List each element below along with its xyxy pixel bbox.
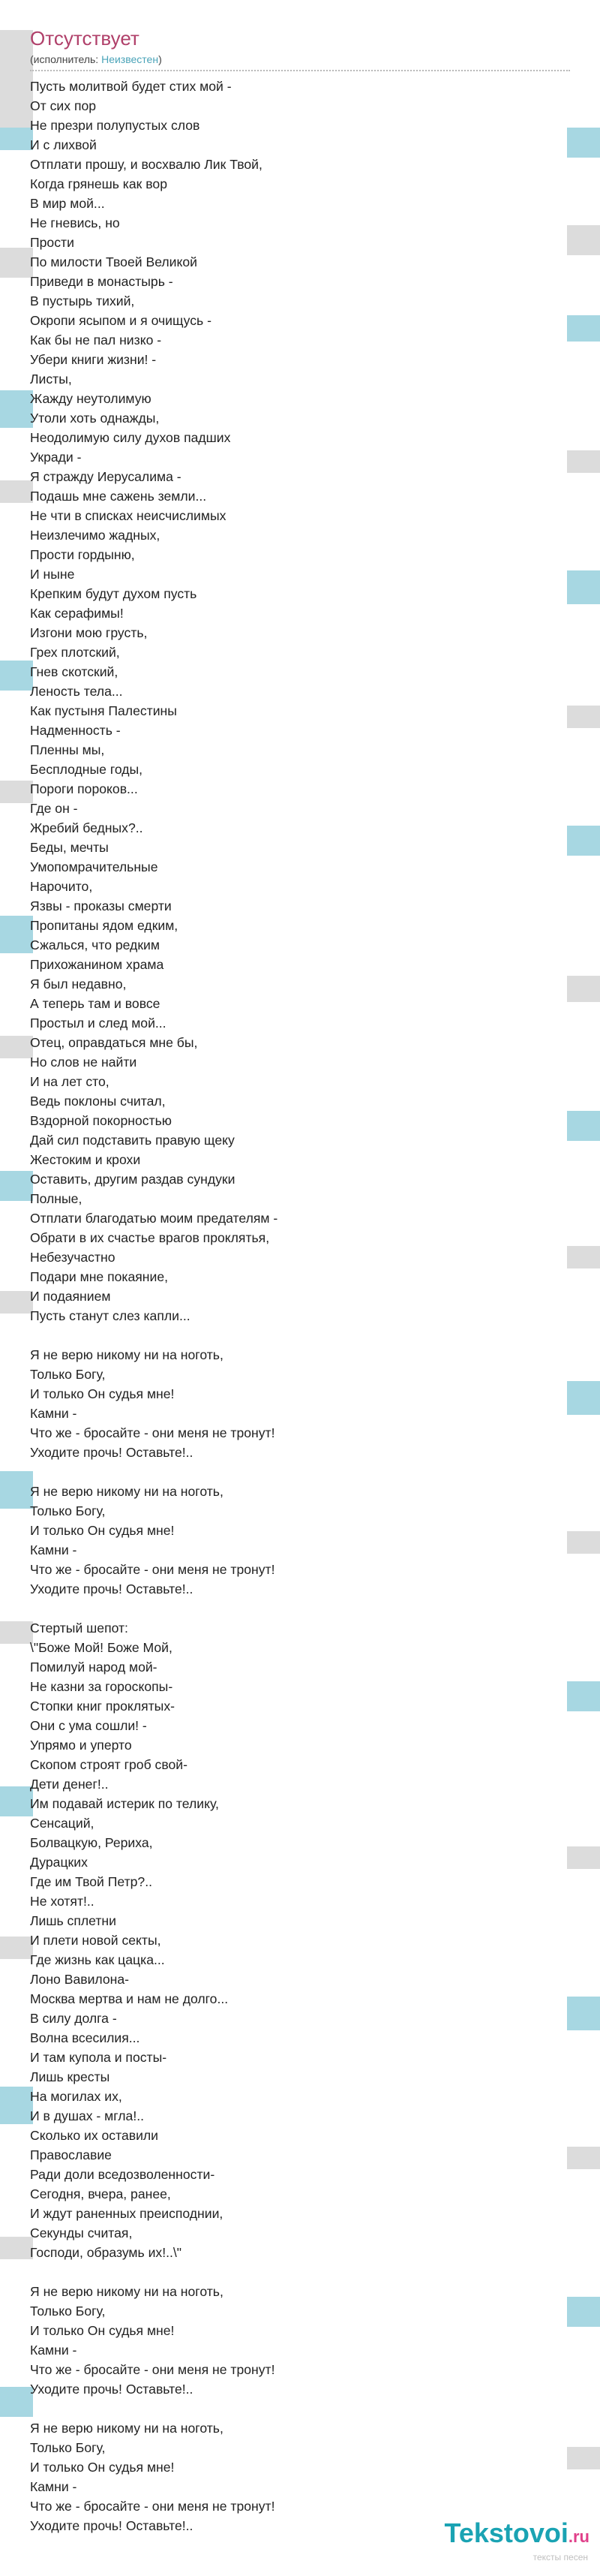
lyric-line: Стопки книг проклятых- (30, 1699, 175, 1714)
lyric-line: Крепким будут духом пусть (30, 586, 197, 601)
lyric-line: Бесплодные годы, (30, 762, 143, 777)
artist-link[interactable]: Неизвестен (101, 53, 159, 65)
lyric-line: Дурацких (30, 1855, 88, 1870)
lyric-line: Уходите прочь! Оставьте!.. (30, 2382, 194, 2397)
lyric-line: Где им Твой Петр?.. (30, 1874, 152, 1889)
lyric-line: Сколько их оставили (30, 2128, 159, 2143)
lyric-line: И только Он судья мне! (30, 1523, 175, 1538)
lyric-line: И ныне (30, 567, 75, 582)
lyric-line: Прихожанином храма (30, 957, 164, 972)
lyric-line: Камни - (30, 2479, 77, 2494)
lyric-line: И на лет сто, (30, 1074, 110, 1089)
lyric-line: \"Боже Мой! Боже Мой, (30, 1640, 172, 1655)
logo-tagline: тексты песен (532, 2552, 588, 2562)
stanza-break (30, 1462, 570, 1482)
lyric-line: Что же - бросайте - они меня не тронут! (30, 1562, 275, 1577)
lyric-line: Жажду неутолимую (30, 391, 152, 406)
lyric-line: Сжалься, что редким (30, 937, 160, 952)
lyric-line: Камни - (30, 1542, 77, 1557)
lyric-line: В мир мой... (30, 196, 105, 211)
lyric-line: Я не верю никому ни на ноготь, (30, 2284, 224, 2299)
lyric-line: Не презри полупустых слов (30, 118, 200, 133)
lyric-line: Язвы - проказы смерти (30, 898, 172, 913)
lyric-line: Окропи ясыпом и я очищусь - (30, 313, 212, 328)
lyric-line: Господи, образумь их!..\" (30, 2245, 182, 2260)
lyric-line: Отплати прошу, и восхвалю Лик Твой, (30, 157, 262, 172)
lyric-line: Пусть станут слез капли... (30, 1308, 190, 1323)
lyric-line: Жребий бедных?.. (30, 820, 143, 835)
lyric-line: Обрати в их счастье врагов проклятья, (30, 1230, 270, 1245)
lyric-line: Прости (30, 235, 74, 250)
lyric-line: В пустырь тихий, (30, 293, 135, 308)
stanza-break (30, 2399, 570, 2418)
lyric-line: Волна всесилия... (30, 2030, 140, 2045)
lyric-line: Небезучастно (30, 1250, 116, 1265)
lyric-line: Как бы не пал низко - (30, 333, 162, 348)
lyric-line: Им подавай истерик по телику, (30, 1796, 219, 1811)
lyric-line: Беды, мечты (30, 840, 109, 855)
lyric-line: Где он - (30, 801, 78, 816)
lyric-line: Подашь мне сажень земли... (30, 489, 207, 504)
lyric-line: Пленны мы, (30, 742, 105, 757)
lyric-line: Листы, (30, 372, 72, 387)
lyric-line: В силу долга - (30, 2011, 117, 2026)
lyric-line: Прости гордыню, (30, 547, 135, 562)
lyric-line: Отплати благодатью моим предателям - (30, 1211, 278, 1226)
lyric-line: Стертый шепот: (30, 1621, 128, 1636)
lyric-line: Отец, оправдаться мне бы, (30, 1035, 198, 1050)
stanza-break (30, 1326, 570, 1345)
lyric-line: И только Он судья мне! (30, 2460, 175, 2475)
lyric-line: Простыл и след мой... (30, 1016, 166, 1031)
lyric-line: Они с ума сошли! - (30, 1718, 147, 1733)
lyric-line: Дай сил подставить правую щеку (30, 1133, 235, 1148)
lyric-line: Я не верю никому ни на ноготь, (30, 2421, 224, 2436)
lyric-line: А теперь там и вовсе (30, 996, 160, 1011)
lyric-line: Только Богу, (30, 1503, 106, 1518)
lyric-line: На могилах их, (30, 2089, 122, 2104)
stanza-break (30, 2262, 570, 2282)
lyric-line: Только Богу, (30, 1367, 106, 1382)
lyric-line: Скопом строят гроб свой- (30, 1757, 188, 1772)
lyric-line: Сегодня, вчера, ранее, (30, 2186, 171, 2201)
subtitle-prefix: (исполнитель: (30, 53, 102, 65)
lyric-line: Жестоким и крохи (30, 1152, 141, 1167)
site-logo[interactable] (406, 2518, 590, 2574)
lyric-line: Ради доли вседозволенности- (30, 2167, 215, 2182)
lyric-line: Я был недавно, (30, 977, 127, 992)
lyric-line: Нарочито, (30, 879, 93, 894)
lyric-line: И плети новой секты, (30, 1933, 161, 1948)
lyric-line: И ждут раненных преисподнии, (30, 2206, 224, 2221)
lyric-line: Уходите прочь! Оставьте!.. (30, 1445, 194, 1460)
lyric-line: Убери книги жизни! - (30, 352, 157, 367)
lyric-line: Не хотят!.. (30, 1894, 94, 1909)
logo-domain: .ru (568, 2527, 590, 2546)
lyric-line: Пропитаны ядом едким, (30, 918, 178, 933)
lyric-line: Уходите прочь! Оставьте!.. (30, 1581, 194, 1596)
lyric-line: И там купола и посты- (30, 2050, 167, 2065)
lyric-line: Умопомрачительные (30, 859, 158, 874)
lyric-line: Гнев скотский, (30, 664, 118, 679)
lyric-line: Укради - (30, 450, 82, 465)
lyric-line: Неодолимую силу духов падших (30, 430, 231, 445)
lyric-line: Секунды считая, (30, 2225, 133, 2240)
song-subtitle (30, 53, 162, 66)
lyric-line: Приведи в монастырь - (30, 274, 173, 289)
logo-name: Tekstovoi (444, 2517, 568, 2548)
lyric-line: Утоли хоть однажды, (30, 411, 160, 426)
lyric-line: Помилуй народ мой- (30, 1660, 158, 1675)
lyric-line: По милости Твоей Великой (30, 254, 198, 269)
lyric-line: Дети денег!.. (30, 1777, 109, 1792)
lyric-line: Не гневись, но (30, 215, 120, 230)
lyric-line: Что же - бросайте - они меня не тронут! (30, 1425, 275, 1440)
lyric-line: Лишь сплетни (30, 1913, 116, 1928)
lyric-line: Как серафимы! (30, 606, 124, 621)
lyric-line: Камни - (30, 1406, 77, 1421)
lyric-line: Неизлечимо жадных, (30, 528, 160, 543)
lyric-line: Вздорной покорностью (30, 1113, 172, 1128)
lyric-line: Сенсаций, (30, 1816, 94, 1831)
lyric-line: Болвацкую, Рериха, (30, 1835, 153, 1850)
lyric-line: Что же - бросайте - они меня не тронут! (30, 2499, 275, 2514)
lyric-line: Православие (30, 2147, 112, 2162)
lyric-line: Что же - бросайте - они меня не тронут! (30, 2362, 275, 2377)
lyric-line: Я не верю никому ни на ноготь, (30, 1347, 224, 1362)
lyric-line: Грех плотский, (30, 645, 120, 660)
lyric-line: И только Он судья мне! (30, 2323, 175, 2338)
lyric-line: Я стражду Иерусалима - (30, 469, 182, 484)
lyric-line: Камни - (30, 2343, 77, 2358)
lyric-line: Полные, (30, 1191, 82, 1206)
lyric-line: Лишь кресты (30, 2069, 110, 2084)
lyric-line: Где жизнь как цацка... (30, 1952, 165, 1967)
lyric-line: Пусть молитвой будет стих мой - (30, 79, 232, 94)
lyric-line: Не казни за гороскопы- (30, 1679, 173, 1694)
lyric-line: Уходите прочь! Оставьте!.. (30, 2518, 194, 2533)
lyric-line: От сих пор (30, 98, 97, 113)
lyric-line: Леность тела... (30, 684, 123, 699)
subtitle-suffix: ) (158, 53, 162, 65)
lyric-line: И только Он судья мне! (30, 1386, 175, 1401)
lyric-line: Как пустыня Палестины (30, 703, 177, 718)
lyric-line: Лоно Вавилона- (30, 1972, 130, 1987)
stanza-break (30, 1599, 570, 1618)
lyric-line: И с лихвой (30, 137, 97, 152)
lyric-line: И в душах - мгла!.. (30, 2108, 145, 2123)
lyric-line: Я не верю никому ни на ноготь, (30, 1484, 224, 1499)
lyric-line: Оставить, другим раздав сундуки (30, 1172, 236, 1187)
lyric-line: Упрямо и уперто (30, 1738, 132, 1753)
logo-wordmark (406, 2518, 590, 2552)
song-title: Отсутствует (30, 27, 140, 50)
title-divider (30, 70, 570, 71)
lyric-line: Только Богу, (30, 2304, 106, 2319)
lyric-line: Когда грянешь как вор (30, 176, 167, 191)
lyrics-text (30, 77, 570, 2535)
lyric-line: Не чти в списках неисчислимых (30, 508, 226, 523)
lyric-line: Москва мертва и нам не долго... (30, 1991, 229, 2006)
lyric-line: Но слов не найти (30, 1055, 137, 1070)
lyric-line: И подаянием (30, 1289, 111, 1304)
lyric-line: Подари мне покаяние, (30, 1269, 169, 1284)
lyric-line: Пороги пороков... (30, 781, 138, 796)
lyric-line: Только Богу, (30, 2440, 106, 2455)
lyric-line: Надменность - (30, 723, 121, 738)
lyric-line: Изгони мою грусть, (30, 625, 148, 640)
lyric-line: Ведь поклоны считал, (30, 1094, 166, 1109)
